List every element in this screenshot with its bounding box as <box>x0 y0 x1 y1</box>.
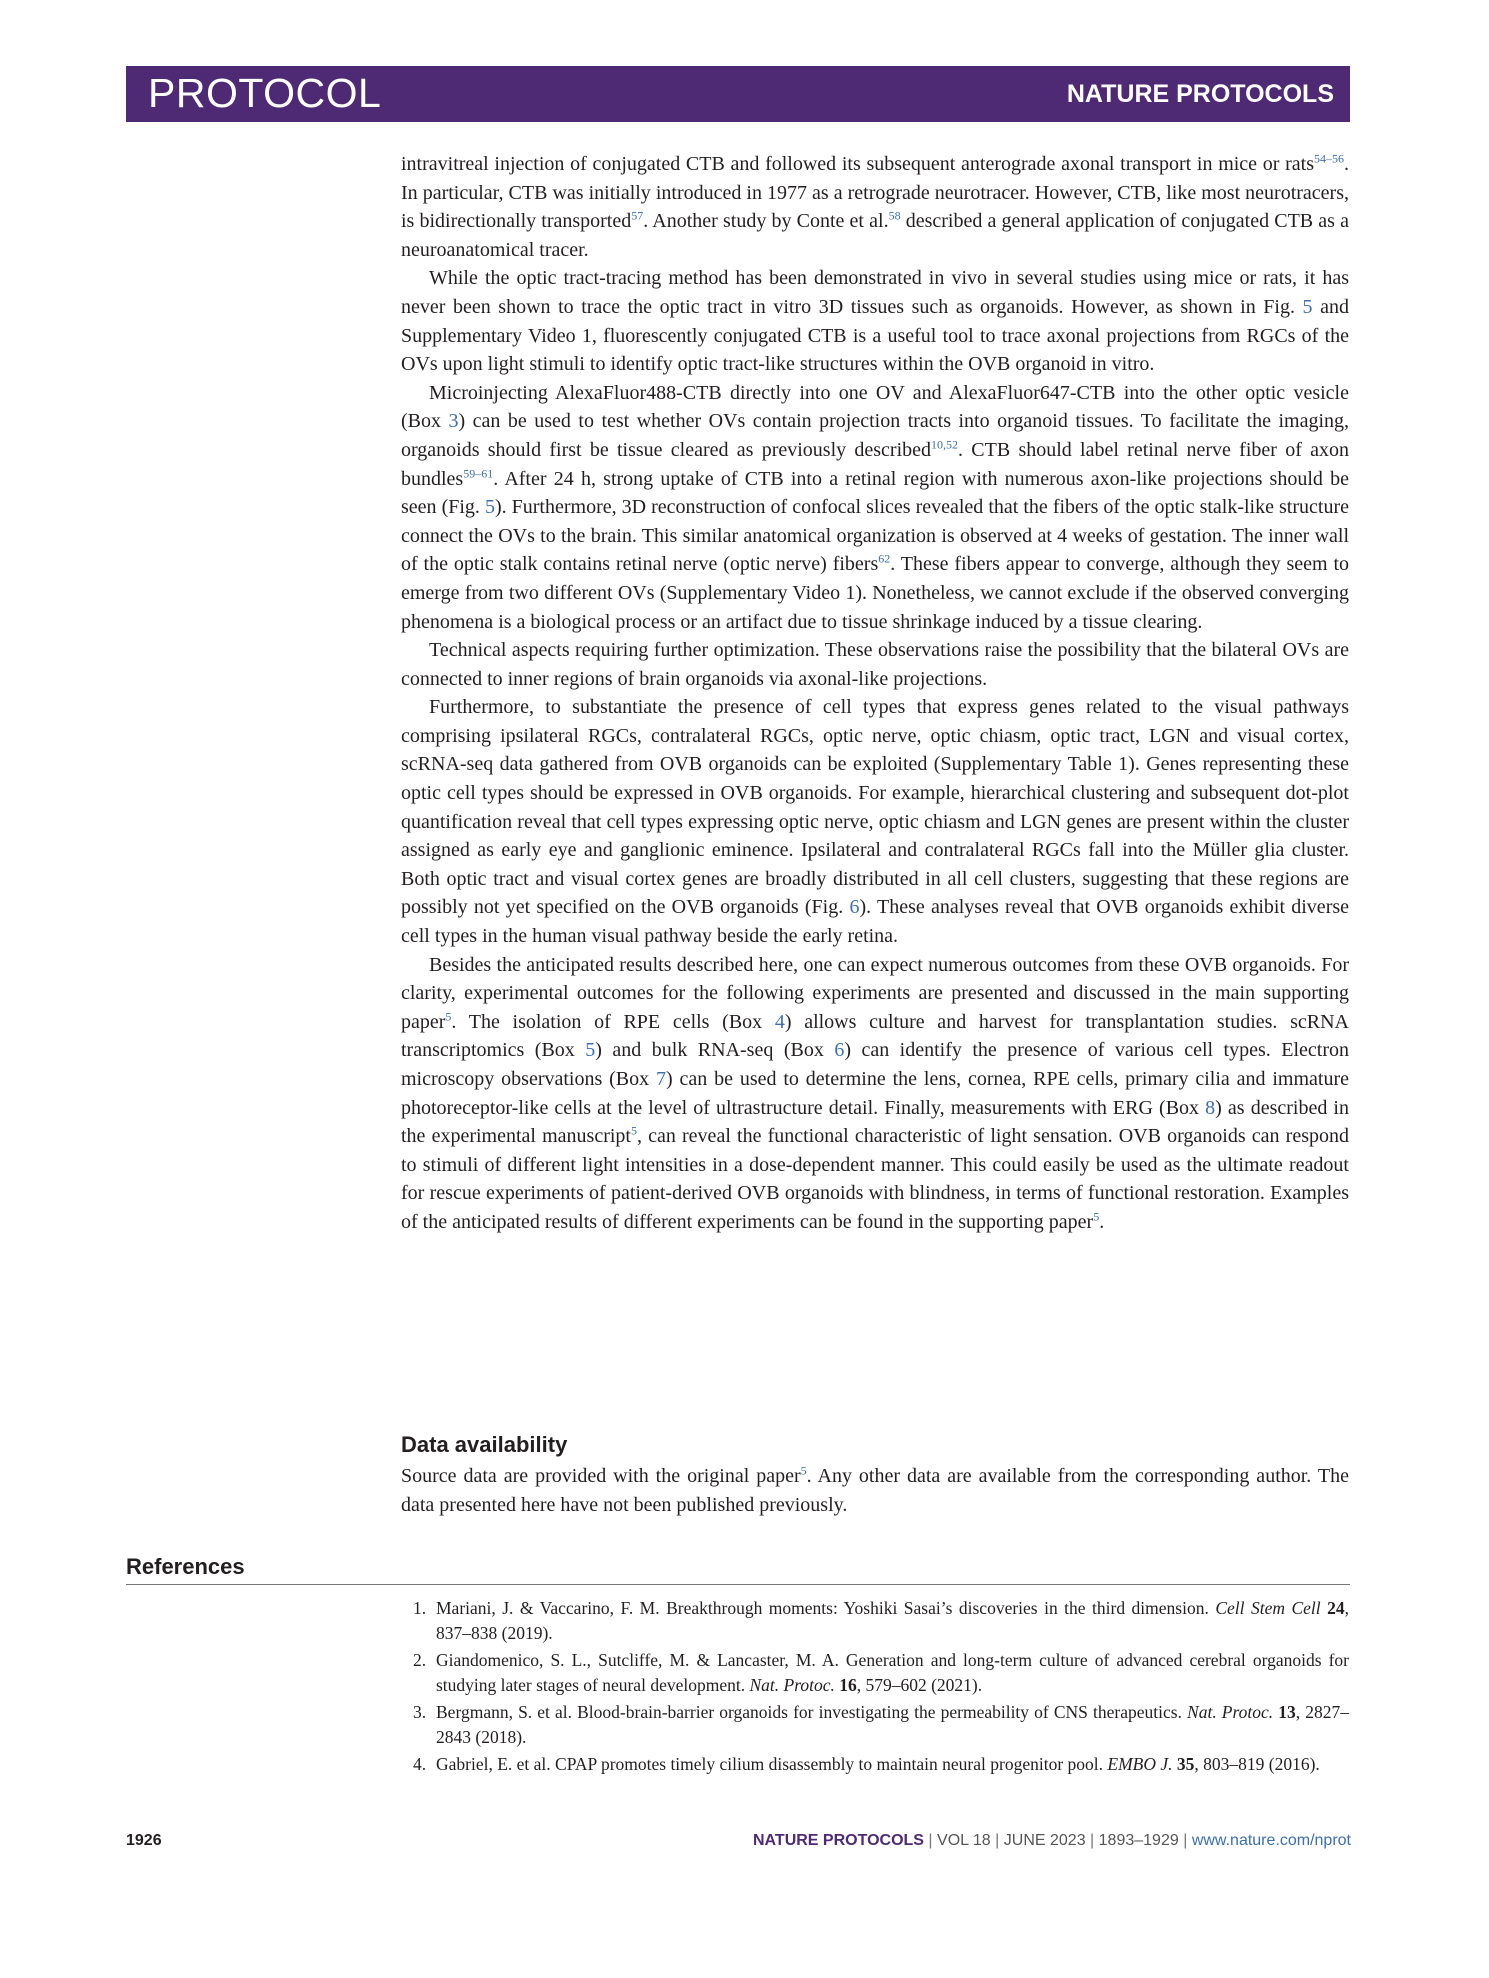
figure-box-link[interactable]: 5 <box>1302 295 1313 318</box>
journal-title: Nat. Protoc. <box>1187 1702 1274 1722</box>
text-run: ) can be used to determine the lens, cornea, RPE cells, primary cilia and immature photoreceptor-like cells at the level of ultrastructure detail. Finally, measurements with ERG (Box <box>401 1068 1349 1119</box>
citation-superscript[interactable]: 10,52 <box>931 437 959 452</box>
citation-superscript[interactable]: 54–56 <box>1314 151 1344 166</box>
footer-journal: NATURE PROTOCOLS <box>753 1832 924 1849</box>
figure-box-link[interactable]: 8 <box>1205 1096 1216 1119</box>
reference-number: 1. <box>413 1598 427 1618</box>
text-run: Microinjecting AlexaFluor488-CTB directly into one OV and AlexaFluor647-CTB into the other optic vesicle (Box <box>401 381 1349 433</box>
text-run: . After 24 h, strong uptake of CTB into a retinal region with numerous axon-like projections should be seen (Fig. <box>401 467 1349 519</box>
text-run: . Any other data are available from the corresponding author. The data presented here have not been published previously. <box>401 1465 1349 1516</box>
figure-box-link[interactable]: 4 <box>774 1010 785 1033</box>
text-run: . These fibers appear to converge, although they seem to emerge from two different OVs (Supplementary Video 1). Nonetheless, we cannot exclude if the observed converging phenomena is a biological process or an artifact due to tissue shrinkage induced by a tissue clearing. <box>401 553 1350 633</box>
journal-title: Cell Stem Cell <box>1215 1598 1321 1618</box>
text-run: ) and bulk RNA-seq (Box <box>595 1039 835 1062</box>
text-run: While the optic tract-tracing method has been demonstrated in vivo in several studies using mice or rats, it has never been shown to trace the optic tract in vitro 3D tissues such as organoids. However, as shown in Fig. <box>401 267 1349 318</box>
text-run: ). These analyses reveal that OVB organoids exhibit diverse cell types in the human visual pathway beside the early retina. <box>401 896 1350 948</box>
references-divider <box>126 1584 1350 1585</box>
text-run: Bergmann, S. et al. Blood-brain-barrier organoids for investigating the permeability of CNS therapeutics. <box>436 1702 1188 1722</box>
text-run: Mariani, J. & Vaccarino, F. M. Breakthrough moments: Yoshiki Sasai’s discoveries in the third dimension. <box>436 1598 1216 1618</box>
text-run: Technical aspects requiring further optimization. These observations raise the possibility that the bilateral OVs are connected to inner regions of brain organoids via axonal-like projections. <box>401 639 1349 690</box>
text-run: . <box>1099 1210 1105 1233</box>
text-run: . Another study by Conte et al. <box>643 210 889 233</box>
references-heading: References <box>126 1554 245 1579</box>
figure-box-link[interactable]: 6 <box>834 1039 845 1062</box>
body-paragraph <box>401 693 1349 950</box>
body-paragraph <box>401 150 1349 264</box>
data-availability-text <box>401 1462 1349 1519</box>
citation-superscript[interactable]: 59–61 <box>463 465 494 480</box>
volume-number: 35 <box>1176 1754 1195 1774</box>
journal-name: NATURE PROTOCOLS <box>1066 80 1334 108</box>
body-paragraph <box>401 264 1349 378</box>
text-run: , 803–819 (2016). <box>1194 1754 1320 1774</box>
figure-box-link[interactable]: 5 <box>585 1039 596 1062</box>
text-run: intravitreal injection of conjugated CTB and followed its subsequent anterograde axonal transport in mice or rats <box>401 153 1314 175</box>
citation-superscript[interactable]: 62 <box>878 551 891 566</box>
body-paragraph <box>401 951 1349 1237</box>
citation-superscript[interactable]: 5 <box>445 1009 452 1024</box>
section-label: PROTOCOL <box>148 70 382 116</box>
text-run: . In particular, CTB was initially introduced in 1977 as a retrograde neurotracer. However, CTB, like most neurotracers, is bidirectionally transported <box>401 153 1349 233</box>
text-run: , 837–838 (2019). <box>436 1598 1349 1643</box>
reference-item <box>401 1700 1349 1749</box>
footer-volume: VOL 18 <box>937 1832 991 1849</box>
body-paragraph <box>401 636 1349 693</box>
figure-box-link[interactable]: 6 <box>849 896 860 919</box>
volume-number: 16 <box>839 1674 857 1695</box>
reference-item <box>401 1752 1349 1777</box>
reference-item <box>401 1596 1349 1645</box>
volume-number: 13 <box>1278 1702 1296 1722</box>
header-banner <box>126 66 1350 122</box>
body-paragraph <box>401 379 1349 636</box>
footer-url-link[interactable]: www.nature.com/nprot <box>1191 1832 1351 1849</box>
volume-number: 24 <box>1327 1598 1345 1618</box>
figure-box-link[interactable]: 7 <box>655 1068 666 1090</box>
body-text <box>401 150 1349 1237</box>
citation-superscript[interactable]: 5 <box>1093 1209 1100 1224</box>
reference-list <box>401 1596 1349 1780</box>
footer-date: JUNE 2023 <box>1003 1832 1086 1849</box>
data-availability-heading: Data availability <box>401 1432 568 1457</box>
text-run: ) can be used to test whether OVs contain projection tracts into organoid tissues. To facilitate the imaging, organoids should first be tissue cleared as previously described <box>401 410 1350 461</box>
footer-citation: NATURE PROTOCOLS | VOL 18 | JUNE 2023 | 1893–1929 | www.nature.com/nprot <box>753 1832 1351 1849</box>
journal-title: Nat. Protoc. <box>749 1674 835 1695</box>
text-run: ) allows culture and harvest for transplantation studies. scRNA transcriptomics (Box <box>401 1010 1349 1062</box>
text-run: Besides the anticipated results described here, one can expect numerous outcomes from these OVB organoids. For clarity, experimental outcomes for the following experiments are presented and discussed in the main supporting paper <box>401 953 1349 1033</box>
citation-superscript[interactable]: 5 <box>630 1123 637 1138</box>
reference-number: 4. <box>413 1754 427 1774</box>
citation-superscript[interactable]: 57 <box>631 208 644 223</box>
text-run: Furthermore, to substantiate the presence of cell types that express genes related to the visual pathways comprising ipsilateral RGCs, contralateral RGCs, optic nerve, optic chiasm, optic tract, LGN and visual cortex, scRNA-seq data gathered from OVB organoids can be exploited (Supplementary Table 1). Genes representing these optic cell types should be expressed in OVB organoids. For example, hierarchical clustering and subsequent dot-plot quantification reveal that cell types expressing optic nerve, optic chiasm and LGN genes are present within the cluster assigned as early eye and ganglionic eminence. Ipsilateral and contralateral RGCs fall into the Müller glia cluster. Both optic tract and visual cortex genes are broadly distributed in all cell clusters, suggesting that these regions are possibly not yet specified on the OVB organoids (Fig. <box>401 696 1349 919</box>
text-run: . The isolation of RPE cells (Box <box>451 1010 775 1033</box>
figure-box-link[interactable]: 3 <box>448 410 459 433</box>
journal-title: EMBO J. <box>1107 1754 1173 1774</box>
text-run: described a general application of conjugated CTB as a neuroanatomical tracer. <box>401 210 1349 261</box>
text-run: , 2827–2843 (2018). <box>436 1702 1350 1747</box>
text-run: Giandomenico, S. L., Sutcliffe, M. & Lancaster, M. A. Generation and long-term culture of advanced cerebral organoids for studying later stages of neural development. <box>436 1650 1349 1695</box>
text-run: , can reveal the functional characteristic of light sensation. OVB organoids can respond to stimuli of different light intensities in a dose-dependent manner. This could easily be used as the ultimate readout for rescue experiments of patient-derived OVB organoids with blindness, in terms of functional restoration. Examples of the anticipated results of different experiments can be found in the supporting paper <box>401 1125 1349 1233</box>
text-run: ). Furthermore, 3D reconstruction of confocal slices revealed that the fibers of the optic stalk-like structure connect the OVs to the brain. This similar anatomical organization is observed at 4 weeks of gestation. The inner wall of the optic stalk contains retinal nerve (optic nerve) fibers <box>401 496 1349 576</box>
text-run: and Supplementary Video 1, fluorescently conjugated CTB is a useful tool to trace axonal projections from RGCs of the OVs upon light stimuli to identify optic tract-like structures within the OVB organoid in vitro. <box>401 295 1349 376</box>
text-run: Gabriel, E. et al. CPAP promotes timely cilium disassembly to maintain neural progenitor pool. <box>436 1754 1108 1774</box>
text-run: ) can identify the presence of various cell types. Electron microscopy observations (Box <box>401 1039 1349 1090</box>
reference-number: 2. <box>413 1650 427 1670</box>
text-run: , 579–602 (2021). <box>856 1674 983 1695</box>
citation-superscript[interactable]: 58 <box>888 208 901 223</box>
citation-superscript[interactable]: 5 <box>800 1463 807 1478</box>
page-number: 1926 <box>126 1832 162 1849</box>
reference-number: 3. <box>413 1702 427 1722</box>
text-run: ) as described in the experimental manuscript <box>401 1096 1349 1148</box>
footer-pages: 1893–1929 <box>1098 1832 1179 1849</box>
text-run: . CTB should label retinal nerve fiber of axon bundles <box>401 438 1349 490</box>
reference-item <box>401 1648 1349 1697</box>
text-run: Source data are provided with the original paper <box>401 1465 801 1487</box>
figure-box-link[interactable]: 5 <box>484 496 495 519</box>
